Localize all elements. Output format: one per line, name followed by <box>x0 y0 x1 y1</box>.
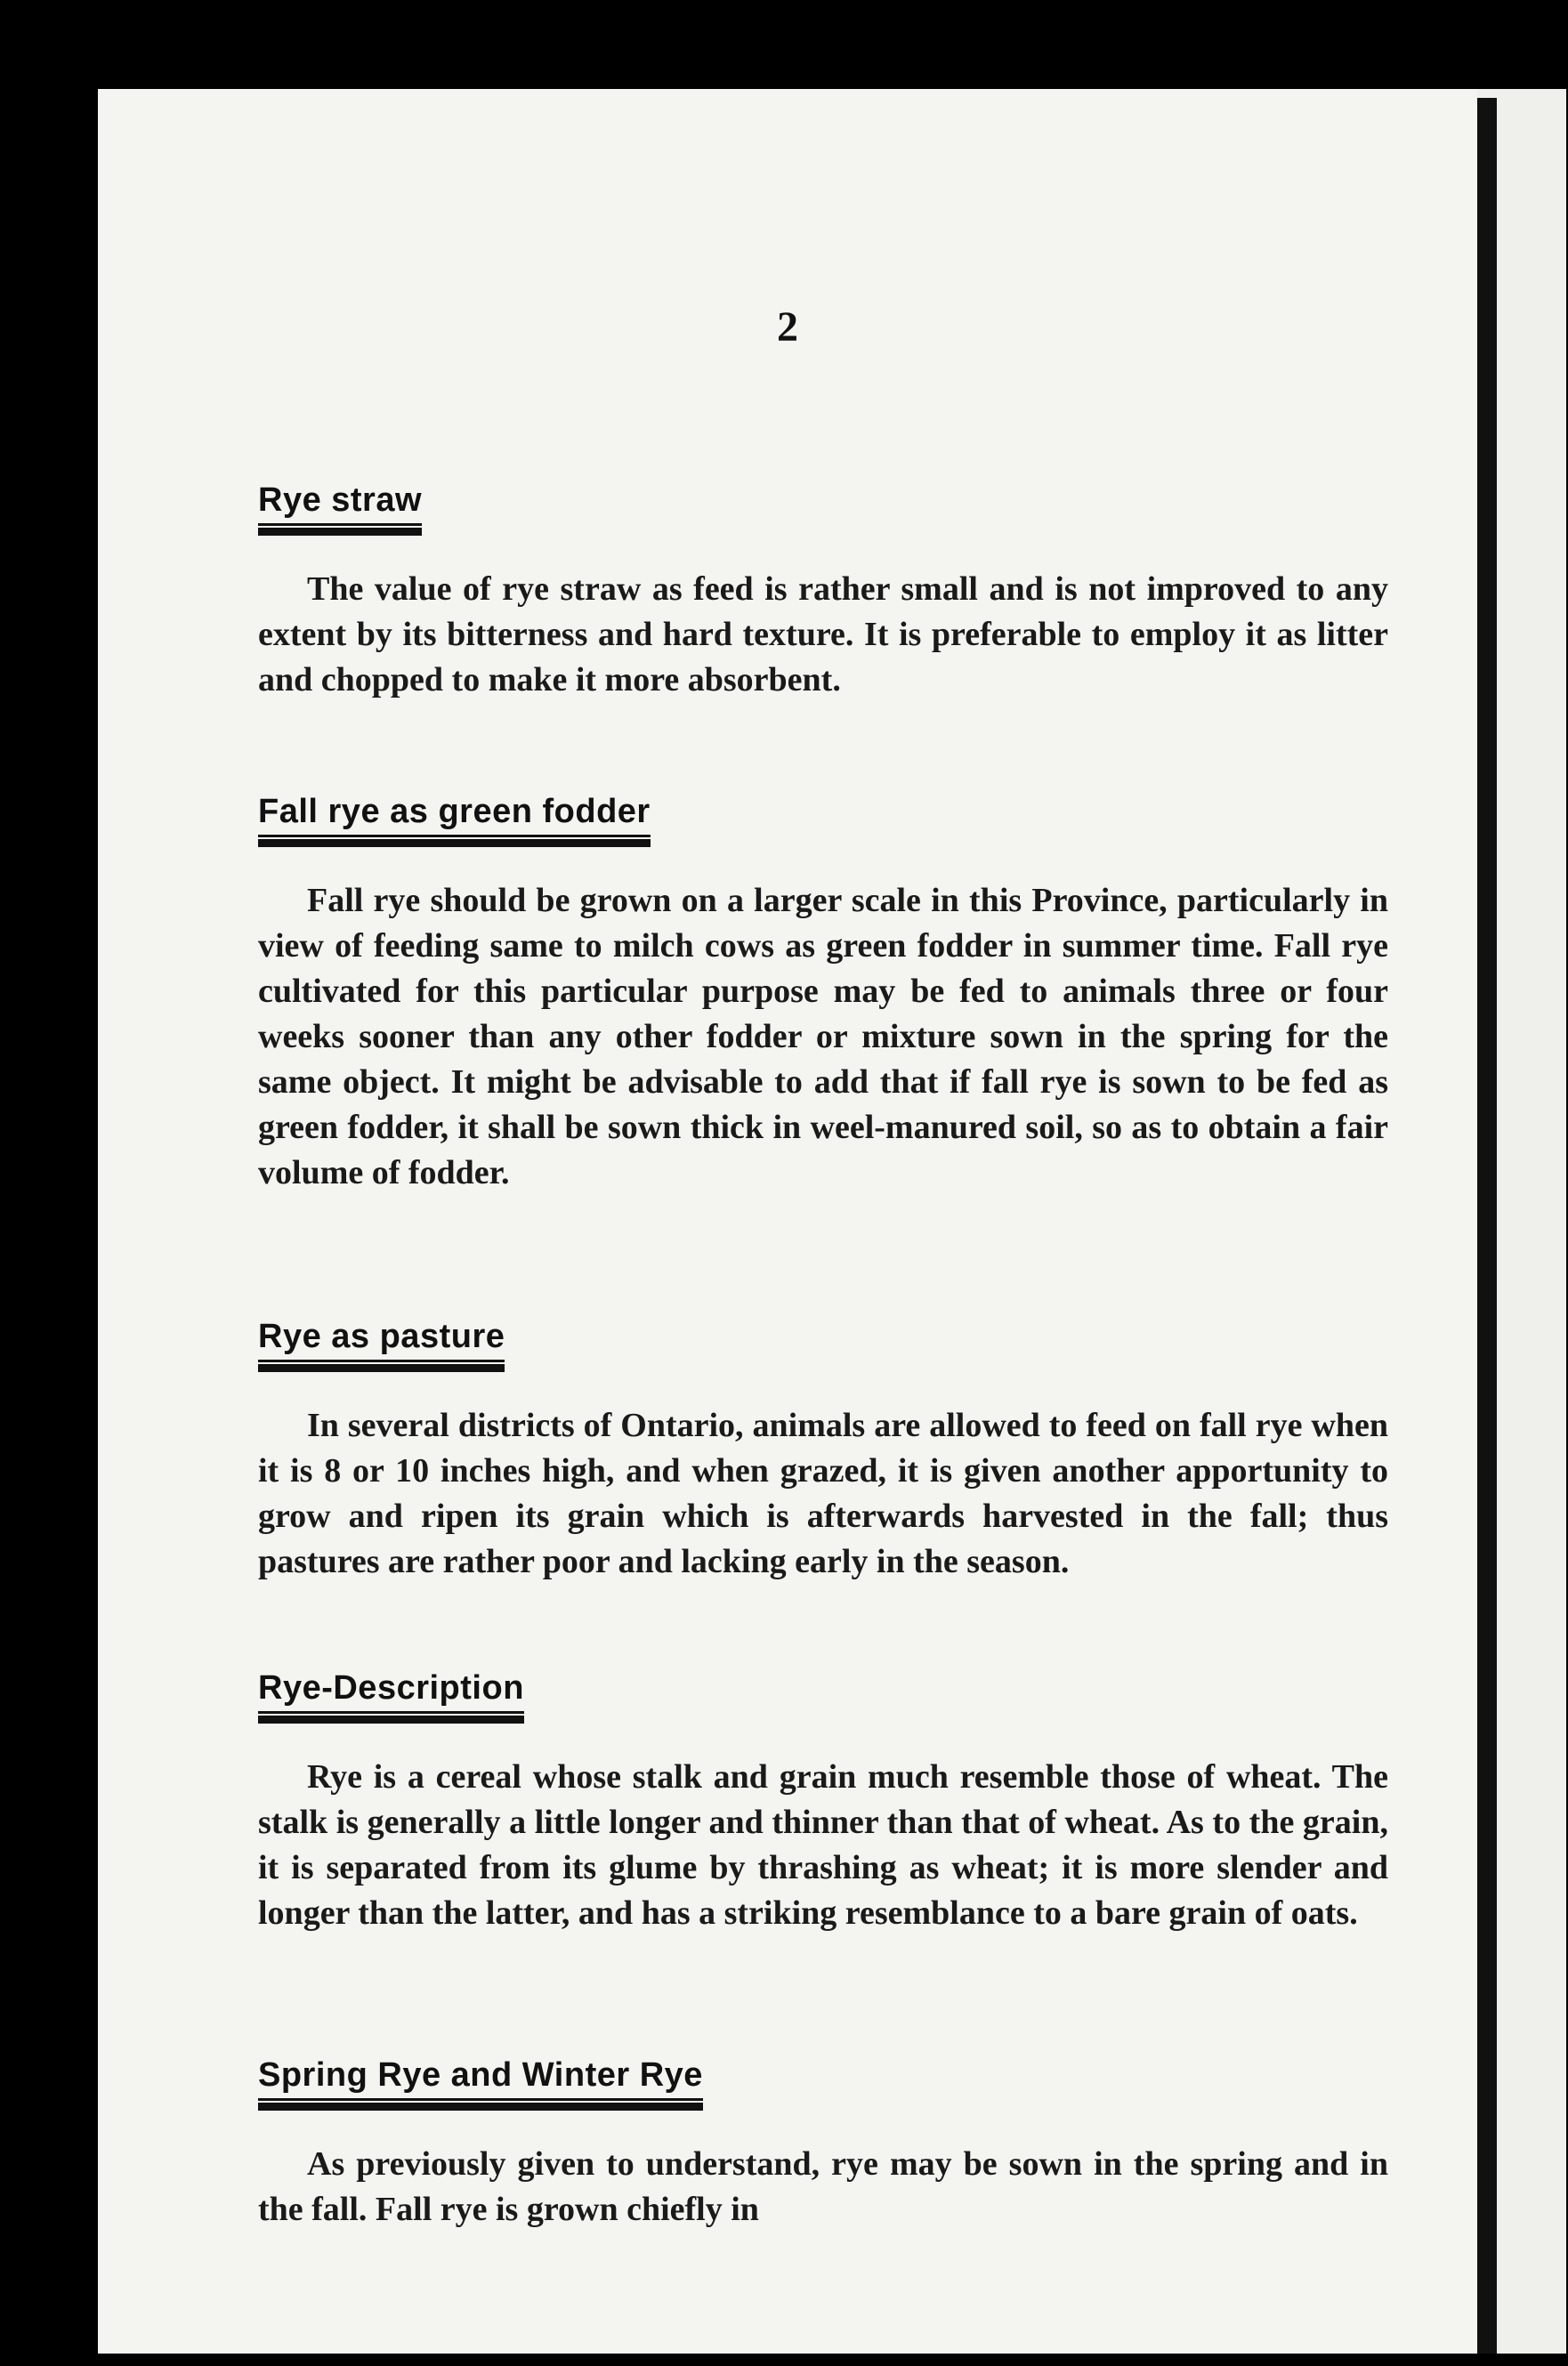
section-rye-description <box>258 1668 1388 1936</box>
section-rye-straw <box>258 480 1388 703</box>
section-heading: Rye as pasture <box>258 1317 505 1362</box>
section-heading: Fall rye as green fodder <box>258 792 651 837</box>
adjacent-page-edge <box>1477 89 1566 2354</box>
section-rye-as-pasture <box>258 1317 1388 1585</box>
section-paragraph: In several districts of Ontario, animals are allowed to feed on fall rye when it is 8 or 10 inches high, and when grazed, it is given another apportunity to grow and ripen its grain which is afterwards harvested in the fall; thus pastures are rather poor and lacking early in the season. <box>258 1406 1388 1580</box>
section-spring-winter-rye <box>258 2055 1388 2233</box>
section-paragraph: Rye is a cereal whose stalk and grain much resemble those of wheat. The stalk is generally a little longer and thinner than that of wheat. As to the grain, it is separated from its glume by thrashing as wheat; it is more slender and longer than the latter, and has a striking resemblance to a bare grain of oats. <box>258 1757 1388 1932</box>
document-page <box>98 89 1477 2354</box>
section-fall-rye-green-fodder <box>258 792 1388 1196</box>
section-heading: Rye straw <box>258 480 422 526</box>
section-heading: Spring Rye and Winter Rye <box>258 2055 703 2101</box>
page-number: 2 <box>777 303 798 351</box>
binding-edge <box>1477 98 1497 2354</box>
section-paragraph: Fall rye should be grown on a larger scale in this Province, particularly in view of feeding same to milch cows as green fodder in summer time. Fall rye cultivated for this particular purpose may be fed to animals three or four weeks sooner than any other fodder or mixture sown in the spring for the same object. It might be advisable to add that if fall rye is sown to be fed as green fodder, it shall be sown thick in weel-manured soil, so as to obtain a fair volume of fodder. <box>258 881 1388 1191</box>
section-paragraph: As previously given to understand, rye may be sown in the spring and in the fall. Fall rye is grown chiefly in <box>258 2144 1388 2228</box>
section-heading: Rye-Description <box>258 1668 524 1714</box>
section-paragraph: The value of rye straw as feed is rather small and is not improved to any extent by its bitterness and hard texture. It is preferable to employ it as litter and chopped to make it more absorbent. <box>258 569 1388 698</box>
